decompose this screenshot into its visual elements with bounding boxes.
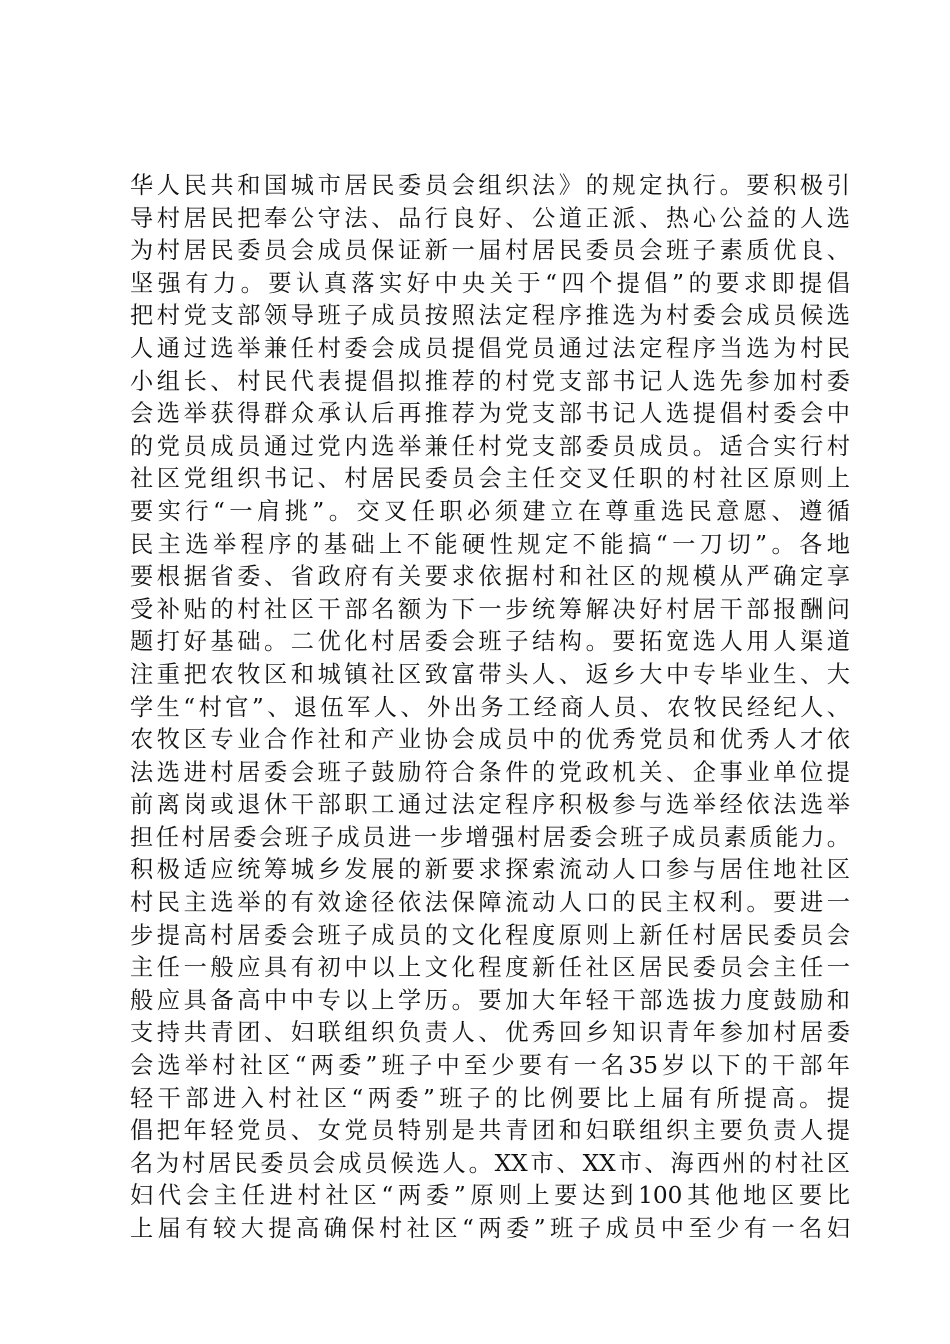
text-line: 轻干部进入村社区“两委”班子的比例要比上届有所提高。提 <box>130 1084 850 1112</box>
text-line: 把村党支部领导班子成员按照法定程序推选为村委会成员候选 <box>130 302 850 330</box>
text-line: 受补贴的村社区干部名额为下一步统筹解决好村居干部报酬问 <box>130 595 850 623</box>
text-line: 学生“村官”、退伍军人、外出务工经商人员、农牧民经纪人、 <box>130 693 850 721</box>
text-line: 步提高村居委会班子成员的文化程度原则上新任村居民委员会 <box>130 921 850 949</box>
text-line: 倡把年轻党员、女党员特别是共青团和妇联组织主要负责人提 <box>130 1117 850 1145</box>
text-line: 会选举村社区“两委”班子中至少要有一名35岁以下的干部年 <box>130 1052 850 1080</box>
text-line: 小组长、村民代表提倡拟推荐的村党支部书记人选先参加村委 <box>130 367 850 395</box>
text-line: 般应具备高中中专以上学历。要加大年轻干部选拔力度鼓励和 <box>130 986 850 1014</box>
text-line: 要实行“一肩挑”。交叉任职必须建立在尊重选民意愿、遵循 <box>130 497 850 525</box>
text-line: 支持共青团、妇联组织负责人、优秀回乡知识青年参加村居委 <box>130 1019 850 1047</box>
text-line: 名为村居民委员会成员候选人。XX市、XX市、海西州的村社区 <box>130 1149 850 1177</box>
text-line: 主任一般应具有初中以上文化程度新任社区居民委员会主任一 <box>130 954 850 982</box>
text-line: 华人民共和国城市居民委员会组织法》的规定执行。要积极引 <box>130 172 850 199</box>
text-line: 注重把农牧区和城镇社区致富带头人、返乡大中专毕业生、大 <box>130 660 850 688</box>
text-line: 民主选举程序的基础上不能硬性规定不能搞“一刀切”。各地 <box>130 530 850 558</box>
body-text <box>130 170 850 1246</box>
text-line: 为村居民委员会成员保证新一届村居民委员会班子素质优良、 <box>130 237 850 265</box>
text-line: 上届有较大提高确保村社区“两委”班子成员中至少有一名妇 <box>130 1215 850 1242</box>
text-line: 社区党组织书记、村居民委员会主任交叉任职的村社区原则上 <box>130 465 850 493</box>
text-line: 会选举获得群众承认后再推荐为党支部书记人选提倡村委会中 <box>130 400 850 428</box>
text-line: 前离岗或退休干部职工通过法定程序积极参与选举经依法选举 <box>130 791 850 819</box>
text-line: 担任村居委会班子成员进一步增强村居委会班子成员素质能力。 <box>130 823 850 851</box>
text-line: 人通过选举兼任村委会成员提倡党员通过法定程序当选为村民 <box>130 334 850 362</box>
text-line: 农牧区专业合作社和产业协会成员中的优秀党员和优秀人才依 <box>130 726 850 754</box>
text-line: 的党员成员通过党内选举兼任村党支部委员成员。适合实行村 <box>130 432 850 460</box>
text-line: 题打好基础。二优化村居委会班子结构。要拓宽选人用人渠道 <box>130 628 850 656</box>
text-line: 导村居民把奉公守法、品行良好、公道正派、热心公益的人选 <box>130 204 850 232</box>
text-line: 要根据省委、省政府有关要求依据村和社区的规模从严确定享 <box>130 563 850 591</box>
text-line: 妇代会主任进村社区“两委”原则上要达到100其他地区要比 <box>130 1182 850 1210</box>
text-line: 法选进村居委会班子鼓励符合条件的党政机关、企事业单位提 <box>130 758 850 786</box>
text-line: 村民主选举的有效途径依法保障流动人口的民主权利。要进一 <box>130 889 850 917</box>
text-line: 坚强有力。要认真落实好中央关于“四个提倡”的要求即提倡 <box>130 269 850 297</box>
text-line: 积极适应统筹城乡发展的新要求探索流动人口参与居住地社区 <box>130 856 850 884</box>
